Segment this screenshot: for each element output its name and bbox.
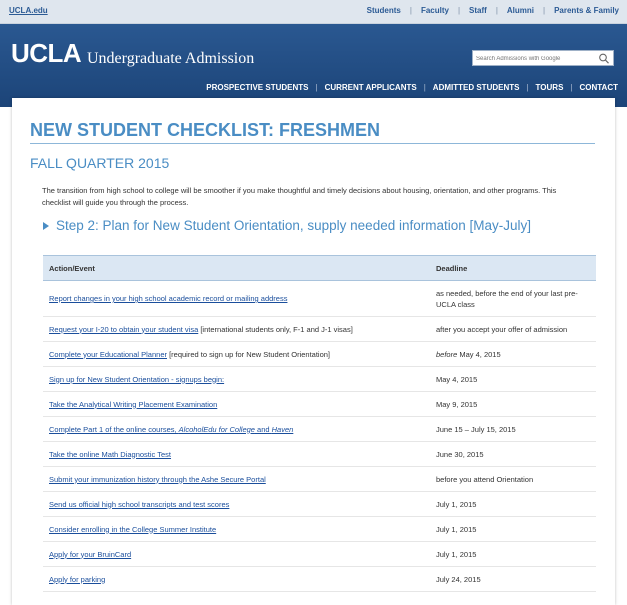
- nav-current-applicants[interactable]: CURRENT APPLICANTS: [324, 83, 417, 92]
- action-cell: [43, 417, 428, 442]
- table-row: [43, 567, 596, 592]
- action-column-header: Action/Event: [43, 256, 428, 281]
- action-note: [required to sign up for New Student Orientation]: [167, 349, 331, 359]
- action-cell: [43, 442, 428, 467]
- ucla-edu-link[interactable]: UCLA.edu: [9, 6, 48, 15]
- search-input[interactable]: [476, 53, 594, 64]
- action-cell: [43, 342, 428, 367]
- nav-admitted-students[interactable]: ADMITTED STUDENTS: [432, 83, 520, 92]
- deadline-date: May 4, 2015: [457, 349, 501, 359]
- search-box: [472, 50, 614, 66]
- action-link-text: and: [254, 424, 272, 434]
- deadline-cell: July 1, 2015: [428, 492, 596, 517]
- deadline-cell: June 15 – July 15, 2015: [428, 417, 596, 442]
- action-cell: [43, 367, 428, 392]
- separator: |: [457, 6, 461, 15]
- nav-prospective-students[interactable]: PROSPECTIVE STUDENTS: [206, 83, 309, 92]
- deadline-cell: July 1, 2015: [428, 542, 596, 567]
- action-link[interactable]: Submit your immunization history through the Ashe Secure Portal: [49, 474, 266, 484]
- separator: |: [423, 83, 426, 92]
- action-cell: [43, 317, 428, 342]
- action-link-text: Complete Part 1 of the online courses,: [49, 424, 179, 434]
- quarter-heading: FALL QUARTER 2015: [30, 155, 170, 171]
- utility-links: [367, 6, 619, 15]
- action-link[interactable]: Report changes in your high school academic record or mailing address: [49, 294, 288, 303]
- staff-link[interactable]: Staff: [469, 6, 487, 15]
- nav-contact[interactable]: CONTACT: [579, 83, 618, 92]
- main-nav: [206, 83, 618, 92]
- deadline-cell: before you attend Orientation: [428, 467, 596, 492]
- triangle-right-icon: [42, 221, 50, 231]
- separator: |: [495, 6, 498, 15]
- table-row: [43, 542, 596, 567]
- deadline-column-header: Deadline: [428, 256, 596, 281]
- table-row: [43, 492, 596, 517]
- step-heading[interactable]: [42, 218, 531, 233]
- table-header-row: [43, 256, 596, 281]
- deadline-emphasis: before: [436, 349, 458, 359]
- title-divider: [30, 143, 595, 144]
- action-cell: [43, 467, 428, 492]
- search-icon[interactable]: [598, 53, 610, 64]
- step-label: Step 2: Plan for New Student Orientation, supply needed information [May-July]: [56, 218, 532, 233]
- table-row: [43, 342, 596, 367]
- action-link[interactable]: Take the Analytical Writing Placement Examination: [49, 399, 218, 409]
- deadline-cell: [428, 342, 596, 367]
- faculty-link[interactable]: Faculty: [420, 6, 449, 15]
- nav-tours[interactable]: TOURS: [535, 83, 564, 92]
- action-cell: [43, 517, 428, 542]
- table-row: [43, 367, 596, 392]
- deadline-cell: after you accept your offer of admission: [428, 317, 596, 342]
- site-subtitle: Undergraduate Admission: [87, 50, 255, 67]
- separator: |: [526, 83, 529, 92]
- action-cell: [43, 492, 428, 517]
- separator: |: [543, 6, 546, 15]
- separator: |: [570, 83, 573, 92]
- table-row: [43, 467, 596, 492]
- action-cell: [43, 567, 428, 592]
- separator: |: [315, 83, 318, 92]
- action-link[interactable]: Take the online Math Diagnostic Test: [49, 449, 172, 459]
- deadline-cell: June 30, 2015: [428, 442, 596, 467]
- deadline-cell: July 1, 2015: [428, 517, 596, 542]
- table-row: [43, 417, 596, 442]
- table-row: [43, 281, 596, 317]
- action-cell: [43, 281, 428, 317]
- intro-text: The transition from high school to college will be smoother if you make thoughtful and timely decisions about housing, orientation, and other programs. This checklist will guide you through the process.: [42, 186, 557, 207]
- action-link-course: Haven: [271, 424, 294, 434]
- action-link[interactable]: Request your I-20 to obtain your student visa: [49, 324, 199, 334]
- action-cell: [43, 542, 428, 567]
- ucla-logo[interactable]: UCLA: [11, 38, 82, 68]
- action-link[interactable]: Sign up for New Student Orientation - signups begin:: [49, 374, 225, 384]
- site-header: [0, 24, 627, 107]
- utility-bar: [0, 0, 627, 24]
- action-link[interactable]: Complete your Educational Planner: [49, 349, 167, 359]
- deadline-cell: as needed, before the end of your last pre-UCLA class: [428, 281, 596, 317]
- separator: |: [409, 6, 412, 15]
- action-link-course: AlcoholEdu for College: [178, 424, 255, 434]
- deadline-cell: May 4, 2015: [428, 367, 596, 392]
- action-link[interactable]: Apply for parking: [49, 574, 106, 584]
- page-title: NEW STUDENT CHECKLIST: FRESHMEN: [30, 120, 380, 140]
- action-note: [international students only, F-1 and J-1 visas]: [198, 324, 353, 334]
- parents-family-link[interactable]: Parents & Family: [554, 6, 619, 15]
- action-link[interactable]: Apply for your BruinCard: [49, 549, 132, 559]
- table-row: [43, 392, 596, 417]
- action-link[interactable]: Consider enrolling in the College Summer Institute: [49, 524, 217, 534]
- action-link[interactable]: [49, 425, 293, 434]
- alumni-link[interactable]: Alumni: [506, 6, 534, 15]
- deadline-cell: May 9, 2015: [428, 392, 596, 417]
- deadline-cell: July 24, 2015: [428, 567, 596, 592]
- table-row: [43, 442, 596, 467]
- action-cell: [43, 392, 428, 417]
- checklist-table: [43, 255, 596, 592]
- action-link[interactable]: Send us official high school transcripts and test scores: [49, 499, 230, 509]
- students-link[interactable]: Students: [366, 6, 401, 15]
- table-row: [43, 517, 596, 542]
- table-row: [43, 317, 596, 342]
